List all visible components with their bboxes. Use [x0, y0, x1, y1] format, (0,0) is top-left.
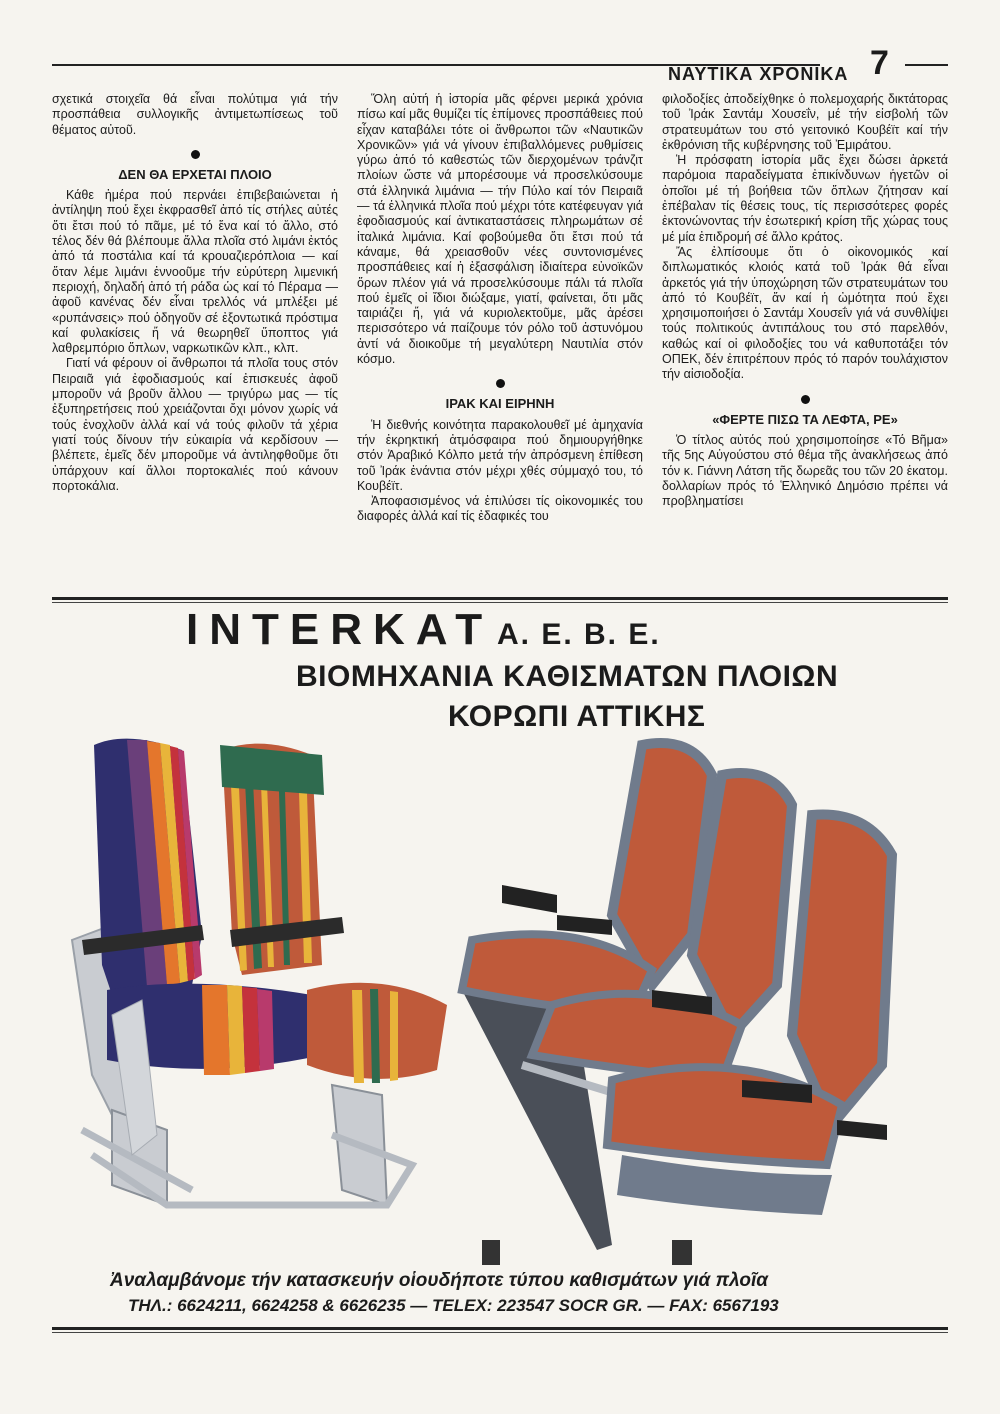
ad-border-top [52, 597, 948, 600]
ad-company-suffix: Α. Ε. Β. Ε. [497, 618, 661, 651]
seat-leg [482, 1240, 500, 1265]
section-heading: «ΦΕΡΤΕ ΠΙΣΩ ΤΑ ΛΕΦΤΑ, ΡΕ» [712, 411, 898, 427]
ad-border-top-thin [52, 602, 948, 603]
armrest [502, 885, 557, 913]
header-rule-right [905, 64, 948, 66]
seats-photo [52, 735, 948, 1265]
column-1 [52, 92, 338, 494]
section-heading: ΔΕΝ ΘΑ ΕΡΧΕΤΑΙ ΠΛΟΙΟ [118, 166, 272, 182]
paragraph: Ἡ διεθνής κοινότητα παρακολουθεῖ μέ ἀμηχανία τήν ἐκρηκτική ἀτμόσφαιρα πού δημιουργήθηκε στόν Ἀραβικό Κόλπο μετά τήν ἀπρόσμενη ἐπίθεση τοῦ Ἰράκ ἐνάντια στόν μέχρι χθές σύμμαχό του, τό Κουβέϊτ. [357, 417, 643, 493]
stripe [390, 991, 398, 1081]
paragraph: Ἡ πρόσφατη ἱστορία μᾶς ἔχει δώσει ἀρκετά παρόμοια παραδείγματα ἐπικίνδυνων ἡγετῶν οἱ ὁποῖοι μέ τή βοήθεια τῶν ὅπλων ζήτησαν καί ἐπέβαλαν τίς θέσεις τους, τίς περισσότερες φορές ἐκτονώνοντας τήν ἐσωτερική κρίση τῆς χώρας τους μέ μία ἐπιδρομή σέ ἄλλο κράτος. [662, 153, 948, 244]
ad-contact-info: ΤΗΛ.: 6624211, 6624258 & 6626235 — TELEX: 223547 SOCR GR. — FAX: 6567193 [128, 1296, 779, 1315]
article-columns [52, 92, 948, 572]
ad-location: ΚΟΡΩΠΙ ΑΤΤΙΚΗΣ [448, 700, 706, 733]
headrest [220, 745, 324, 795]
ad-headline: ΒΙΟΜΗΧΑΝΙΑ ΚΑΘΙΣΜΑΤΩΝ ΠΛΟΙΩΝ [296, 660, 839, 693]
stripe [227, 985, 245, 1075]
armrest [557, 915, 612, 935]
column-3 [662, 92, 948, 509]
armrest [837, 1120, 887, 1140]
paragraph: φιλοδοξίες ἀποδείχθηκε ὁ πολεμοχαρής δικτάτορας τοῦ Ἰράκ Σαντάμ Χουσεΐν, μέ τήν εἰσβολή τῶν στρατευμάτων του στό γειτονικό Κουβέϊτ καί τήν ἐκθρόνιση τῆς κυβέρνησης τοῦ Ἐμιράτου. [662, 92, 948, 152]
ad-tagline: Ἀναλαμβάνομε τήν κατασκευήν οἱουδήποτε τύπου καθισμάτων γιά πλοῖα [110, 1270, 769, 1291]
ad-company-name: INTERKAT [186, 605, 494, 654]
seat-cushion [607, 1067, 842, 1165]
paragraph: Κάθε ἡμέρα πού περνάει ἐπιβεβαιώνεται ἡ ἀντίληψη πού ἔχει ἐκφρασθεῖ ἀπό τίς στήλες αὐτές ὅτι ἔτσι πού τό πᾶμε, μέ τό ἕνα καί τό ἄλλο, στό τέλος δέν θά βλέπουμε ἄλλα πλοῖα στό λιμάνι ἐκτός ἀπό τά ποστάλια καί τά κρουαζιερόπλοια — καί ὅταν λέμε λιμάνι ἐννοοῦμε τήν εὐρύτερη λιμενική περιοχή, δηλαδή ἀπό τή ράδα ὡς καί τό Πέραμα — ἀφοῦ κανένας δέν εἶναι τρελλός νά μπλέξει μέ «ρυπάνσεις» πού ὁδηγοῦν σέ ἐξοντωτικά πρόστιμα καί φυλακίσεις ἤ νά θεωρηθεῖ ὕποπτος γιά λαθρεμπόριο ὅπλων, ναρκωτικῶν κλπ., κλπ. [52, 188, 338, 356]
stripe [352, 990, 364, 1083]
publication-title: ΝΑΥΤΙΚΑ ΧΡΟΝΙΚΑ [668, 64, 849, 84]
section-heading: ΙΡΑΚ ΚΑΙ ΕΙΡΗΝΗ [445, 396, 555, 412]
column-2 [357, 92, 643, 525]
bullet-divider [191, 150, 200, 159]
stripe [242, 987, 260, 1073]
paragraph: Ὅλη αὐτή ἡ ἱστορία μᾶς φέρνει μερικά χρόνια πίσω καί μᾶς θυμίζει τίς ἐπίμονες προσπάθειες πού εἶχαν καταβάλει τότε οἱ ἄνθρωποι τῶν «Ναυτικῶν Χρονικῶν» γιά νά γίνουν ἐπιβαλλόμενες ρυθμίσεις γύρω ἀπό τό καθεστώς τῶν διερχομένων τράνζιτ πλοίων ὥστε νά μπορέσουμε νά προσελκύσουμε στά ἑλληνικά λιμάνια — τήν Πύλο καί τόν Πειραιᾶ — τά ἑλληνικά πλοῖα πού μέχρι τότε κατέφευγαν γιά ἐφοδιασμούς καί ἀντικαταστάσεις πληρωμάτων σέ ἰταλικά λιμάνια. Καί φοβούμεθα ὅτι ἔτσι πού τά κάναμε, θά χρειασθοῦν νέες συντονισμένες προσπάθειες καί ἡ ἐξασφάλιση ἰδιαίτερα εὐνοϊκῶν ὅρων πλέον γιά νά προσελκύσουμε πάλι τά πλοῖα πού ἐμεῖς οἱ ἴδιοι διώξαμε, γιατί, φαίνεται, ὅτι μᾶς ταιριάζει ἤ, γιά νά κυριολεκτοῦμε, μᾶς ἀρέσει περισσότερο νά παίζουμε τόν ρόλο τοῦ ἀστυνόμου ἀντί νά διοικοῦμε τή μεγαλύτερη Ναυτιλία στόν κόσμο. [357, 92, 643, 367]
paragraph: Ἀποφασισμένος νά ἐπιλύσει τίς οἰκονομικές του διαφορές ἀλλά καί τίς ἐδαφικές του [357, 494, 643, 524]
seat-row-right [462, 743, 892, 1265]
bullet-divider [496, 379, 505, 388]
seat-leg [672, 1240, 692, 1265]
bullet-divider [801, 395, 810, 404]
page-number: 7 [870, 44, 889, 82]
paragraph: Γιατί νά φέρουν οἱ ἄνθρωποι τά πλοῖα τους στόν Πειραιᾶ γιά ἐφοδιασμούς καί ἐπισκευές ἀφοῦ μποροῦν νά βροῦν ἄλλου — τριγύρω μας — τίς ἐξυπηρετήσεις πού χρειάζονται ὄχι μόνον χωρίς νά τούς ἐνοχλοῦν ἀλλά καί νά τούς φιλοῦν τά χέρια γιατί τούς δίνουν τήν εὐκαιρία νά κερδίσουν — βλέπετε, ἐμεῖς δέν μποροῦμε νά ἀντιληφθοῦμε ὅτι ὑπάρχουν καί ἄλλοι πορτοκαλιές πού κάνουν πορτοκάλια. [52, 356, 338, 493]
paragraph: Ὁ τίτλος αὐτός πού χρησιμοποίησε «Τό Βῆμα» τῆς 5ης Αὐγούστου στό θέμα τῆς ἀνακλήσεως ἀπό τόν κ. Γιάννη Λάτση τῆς δωρεᾶς του τῶν 20 ἑκατομ. δολλαρίων πρός τό Ἑλληνικό Δημόσιο πρέπει νά προβληματίσει [662, 432, 948, 509]
ad-border-bottom [52, 1327, 948, 1330]
paragraph: σχετικά στοιχεῖα θά εἶναι πολύτιμα γιά τήν προσπάθεια συλλογικῆς ἀντιμετωπίσεως τοῦ θέματος αὐτοῦ. [52, 92, 338, 137]
seat-back [792, 815, 892, 1126]
ad-border-bottom-thin [52, 1332, 948, 1333]
paragraph: Ἄς ἐλπίσουμε ὅτι ὁ οἰκονομικός καί διπλωματικός κλοιός κατά τοῦ Ἰράκ θά εἶναι ἀρκετός γιά τήν ὑποχώρηση τῶν στρατευμάτων του ἀπό τό Κουβέϊτ, ἄν καί ἡ ὠμότητα πού ἔχει χρησιμοποιήσει ὁ Σαντάμ Χουσεΐν γιά νά συνθλίψει τούς πολιτικούς ἀντιπάλους του στό παρελθόν, καθώς καί οἱ φιλοδοξίες του νά καθυποτάξει τόν ΟΠΕΚ, δέν ἐπιτρέπουν πρός τό παρόν τουλάχιστον τήν αἰσιοδοξία. [662, 244, 948, 382]
stripe [202, 985, 230, 1075]
seats-illustration [52, 735, 948, 1265]
